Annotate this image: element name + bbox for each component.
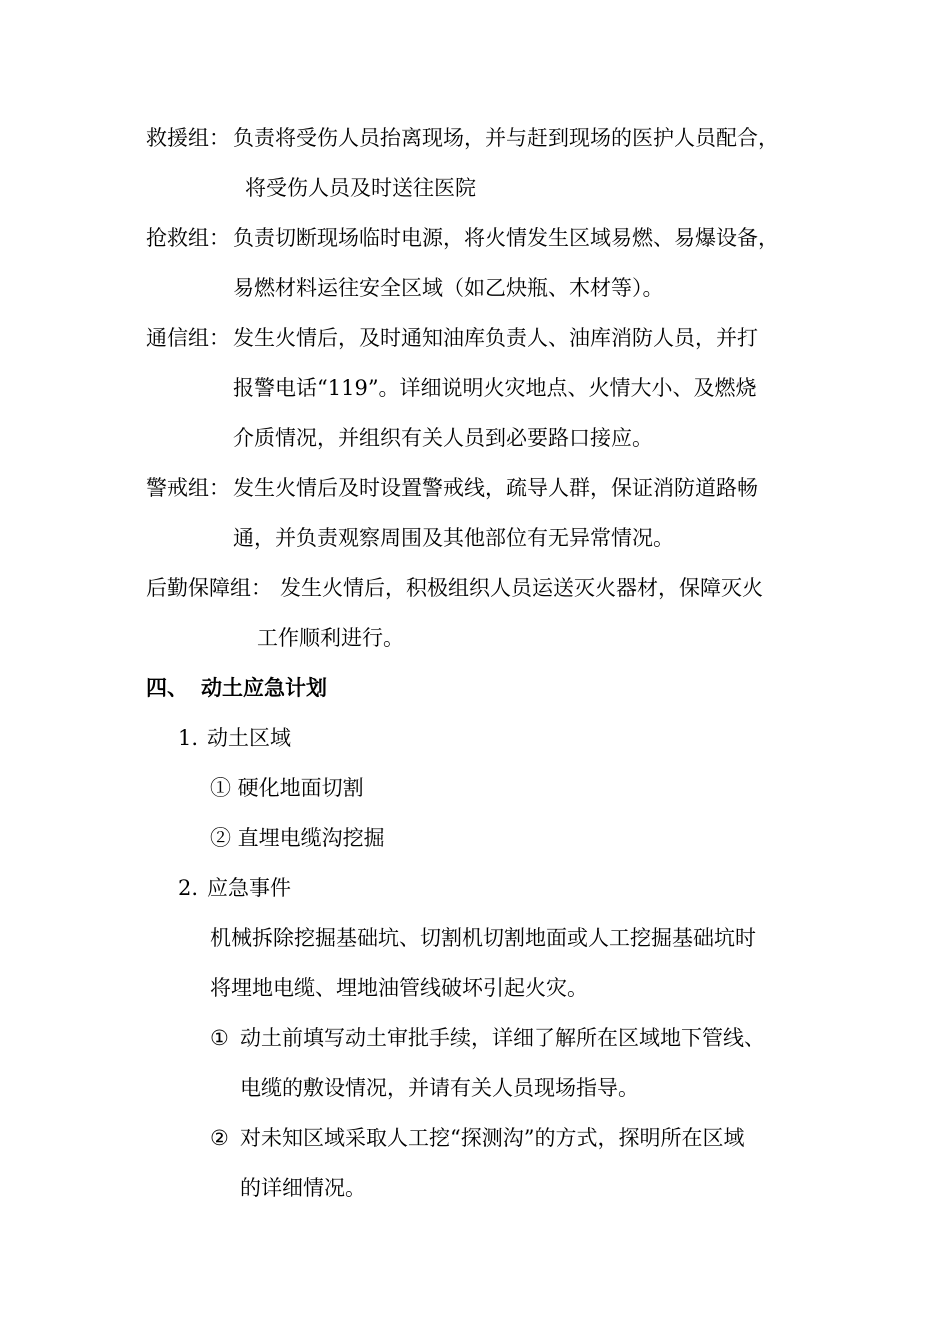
list-item-line: 电缆的敷设情况，并请有关人员现场指导。	[240, 1076, 639, 1100]
subsection-title: 应急事件	[207, 876, 291, 900]
paragraph-line: 将埋地电缆、埋地油管线破坏引起火灾。	[210, 976, 588, 1000]
section-title: 动土应急计划	[201, 675, 327, 700]
list-item-line: 动土前填写动土审批手续，详细了解所在区域地下管线、	[240, 1026, 765, 1050]
role-label: 后勤保障组：	[146, 576, 272, 600]
role-text-line: 易燃材料运往安全区域（如乙炔瓶、木材等）。	[233, 276, 664, 300]
role-text-line: 工作顺利进行。	[257, 626, 404, 650]
list-item-line: 的详细情况。	[240, 1176, 366, 1200]
subsection-number: 1.	[178, 726, 199, 750]
list-item: ② 直埋电缆沟挖掘	[210, 826, 385, 850]
role-label: 警戒组：	[146, 476, 230, 500]
role-text-line: 报警电话“119”。详细说明火灾地点、火情大小、及燃烧	[233, 376, 757, 400]
role-label: 通信组：	[146, 326, 230, 350]
role-label: 抢救组：	[146, 226, 230, 250]
subsection-number: 2.	[178, 876, 199, 900]
section-number: 四、	[146, 675, 188, 700]
role-text-line: 发生火情后及时设置警戒线，疏导人群，保证消防道路畅	[233, 476, 758, 500]
role-label: 救援组：	[146, 126, 230, 150]
paragraph-line: 机械拆除挖掘基础坑、切割机切割地面或人工挖掘基础坑时	[210, 926, 756, 950]
list-marker: ①	[210, 1026, 229, 1050]
list-item: ① 硬化地面切割	[210, 776, 364, 800]
role-text-line: 将受伤人员及时送往医院	[245, 176, 476, 200]
list-marker: ②	[210, 1126, 229, 1150]
role-text-line: 通，并负责观察周围及其他部位有无异常情况。	[233, 526, 674, 550]
role-text-line: 介质情况，并组织有关人员到必要路口接应。	[233, 426, 653, 450]
subsection-title: 动土区域	[207, 726, 291, 750]
role-text-line: 负责切断现场临时电源，将火情发生区域易燃、易爆设备，	[233, 226, 779, 250]
role-text-line: 发生火情后，积极组织人员运送灭火器材，保障灭火	[280, 576, 763, 600]
role-text-line: 发生火情后，及时通知油库负责人、油库消防人员，并打	[233, 326, 758, 350]
list-item-line: 对未知区域采取人工挖“探测沟”的方式，探明所在区域	[240, 1126, 745, 1150]
role-text-line: 负责将受伤人员抬离现场，并与赶到现场的医护人员配合，	[233, 126, 779, 150]
